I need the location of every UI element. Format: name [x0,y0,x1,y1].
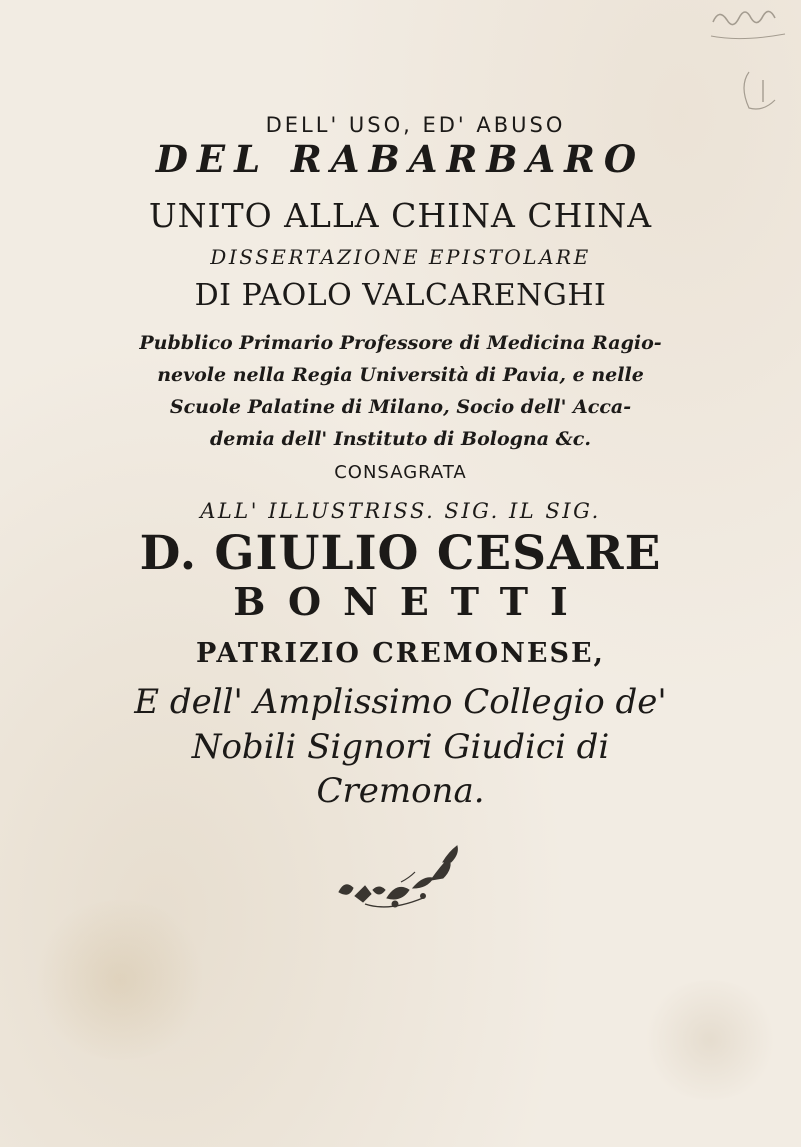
author-credentials-line: Scuole Palatine di Milano, Socio dell' Acca- [169,396,632,418]
author-credentials-line: demia dell' Instituto di Bologna &c. [209,428,591,450]
author-credentials-line: Pubblico Primario Professore di Medicina Ragio- [139,332,662,354]
title-line-dell-uso: DELL' USO, ED' ABUSO [265,113,566,137]
paper-stain [640,980,780,1100]
dedicatee-name: D. GIULIO CESARE [139,526,662,581]
dedicatee-collegio-line: Nobili Signori Giudici di [191,727,610,767]
dedicatee-collegio-line: Cremona. [316,771,485,811]
author-name: DI PAOLO VALCARENGHI [194,278,607,313]
dedication-illustriss: ALL' ILLUSTRISS. SIG. IL SIG. [200,499,601,523]
printers-ornament-icon [335,840,465,915]
dedicatee-collegio-line: E dell' Amplissimo Collegio de' [134,682,667,722]
dedicatee-surname: BONETTI [233,579,590,624]
library-mark-icon [703,0,793,110]
title-line-rabarbaro: DEL RABARBARO [155,137,646,181]
dedicatee-title: PATRIZIO CREMONESE, [196,638,605,669]
title-line-china: UNITO ALLA CHINA CHINA [148,196,653,235]
author-credentials-line: nevole nella Regia Università di Pavia, e nelle [157,364,644,386]
title-line-dissertazione: DISSERTAZIONE EPISTOLARE [210,245,591,269]
paper-stain [30,900,210,1060]
dedication-consagrata: CONSAGRATA [334,462,467,483]
